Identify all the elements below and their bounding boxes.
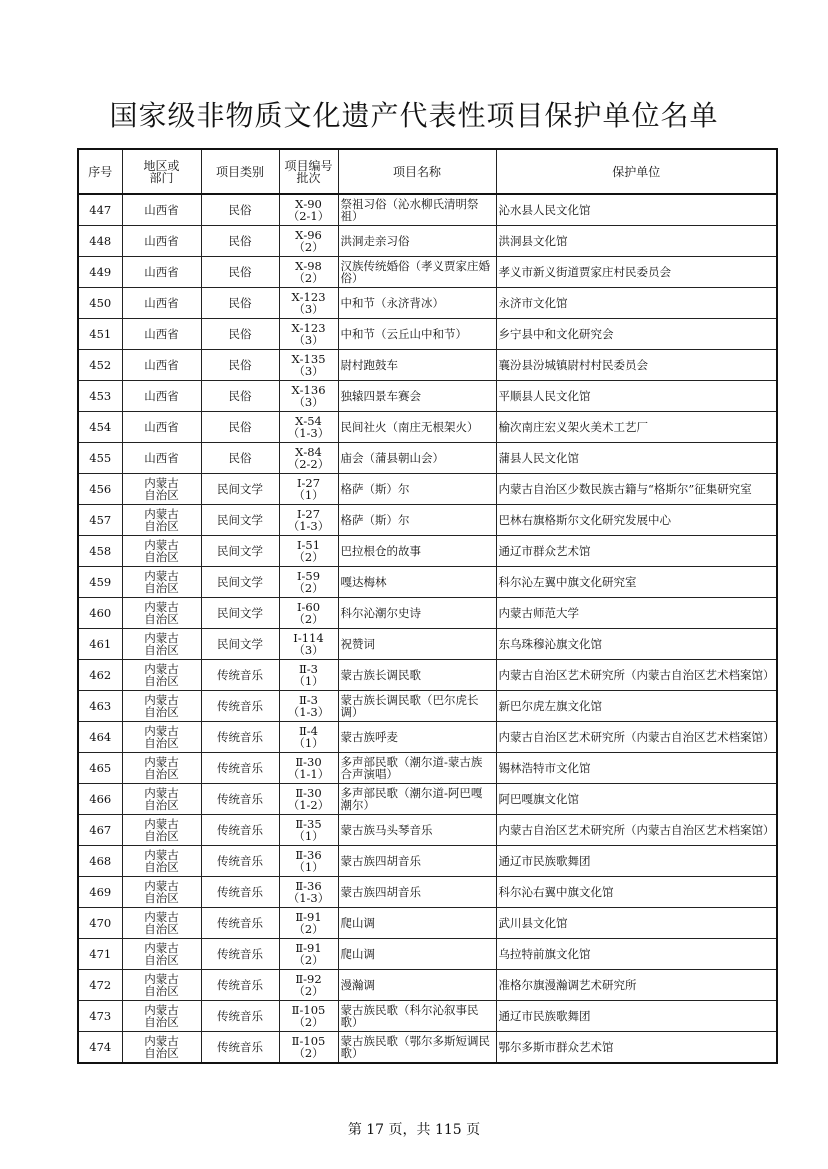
row-category: 民俗	[201, 226, 279, 257]
row-project-name: 洪洞走亲习俗	[338, 226, 496, 257]
row-number: 470	[78, 908, 122, 939]
row-project-name: 爬山调	[338, 939, 496, 970]
table-row	[78, 598, 777, 629]
row-region: 内蒙古 自治区	[122, 629, 201, 660]
row-protection-unit: 锡林浩特市文化馆	[496, 753, 777, 784]
table-row	[78, 567, 777, 598]
row-category: 民间文学	[201, 505, 279, 536]
row-project-name: 爬山调	[338, 908, 496, 939]
row-code: Ⅱ-30 （1-2）	[279, 784, 338, 815]
row-protection-unit: 蒲县人民文化馆	[496, 443, 777, 474]
row-category: 民俗	[201, 350, 279, 381]
row-code: Ⅱ-36 （1）	[279, 846, 338, 877]
page-footer: 第 17 页，共 115 页	[347, 1122, 481, 1138]
row-number: 471	[78, 939, 122, 970]
row-category: 传统音乐	[201, 722, 279, 753]
row-number: 466	[78, 784, 122, 815]
header-code: 项目编号 批次	[279, 149, 338, 194]
header-region: 地区或 部门	[122, 149, 201, 194]
row-region: 内蒙古 自治区	[122, 567, 201, 598]
row-protection-unit: 通辽市群众艺术馆	[496, 536, 777, 567]
row-region: 内蒙古 自治区	[122, 908, 201, 939]
row-protection-unit: 内蒙古自治区艺术研究所（内蒙古自治区艺术档案馆）	[496, 722, 777, 753]
row-code: Ⅱ-91 （2）	[279, 939, 338, 970]
row-number: 460	[78, 598, 122, 629]
row-number: 448	[78, 226, 122, 257]
row-category: 民间文学	[201, 598, 279, 629]
row-category: 传统音乐	[201, 908, 279, 939]
row-project-name: 多声部民歌（潮尔道-蒙古族合声演唱）	[338, 753, 496, 784]
table-row	[78, 629, 777, 660]
row-number: 474	[78, 1032, 122, 1064]
row-protection-unit: 新巴尔虎左旗文化馆	[496, 691, 777, 722]
header-unit: 保护单位	[496, 149, 777, 194]
row-category: 民俗	[201, 257, 279, 288]
row-region: 内蒙古 自治区	[122, 970, 201, 1001]
row-region: 山西省	[122, 257, 201, 288]
row-region: 内蒙古 自治区	[122, 660, 201, 691]
row-code: Ⅹ-54 （1-3）	[279, 412, 338, 443]
row-category: 传统音乐	[201, 691, 279, 722]
table-row	[78, 908, 777, 939]
row-category: 民间文学	[201, 629, 279, 660]
row-protection-unit: 科尔沁右翼中旗文化馆	[496, 877, 777, 908]
row-code: Ⅱ-36 （1-3）	[279, 877, 338, 908]
row-project-name: 蒙古族呼麦	[338, 722, 496, 753]
row-protection-unit: 榆次南庄宏义架火美术工艺厂	[496, 412, 777, 443]
row-project-name: 蒙古族马头琴音乐	[338, 815, 496, 846]
row-region: 内蒙古 自治区	[122, 1001, 201, 1032]
table-row	[78, 350, 777, 381]
row-project-name: 蒙古族长调民歌（巴尔虎长调）	[338, 691, 496, 722]
row-region: 内蒙古 自治区	[122, 474, 201, 505]
table-row	[78, 194, 777, 226]
row-code: Ⅱ-105 （2）	[279, 1032, 338, 1064]
row-protection-unit: 孝义市新义街道贾家庄村民委员会	[496, 257, 777, 288]
row-protection-unit: 科尔沁左翼中旗文化研究室	[496, 567, 777, 598]
row-protection-unit: 阿巴嘎旗文化馆	[496, 784, 777, 815]
row-code: Ⅱ-30 （1-1）	[279, 753, 338, 784]
row-number: 458	[78, 536, 122, 567]
row-number: 467	[78, 815, 122, 846]
table-row	[78, 1032, 777, 1064]
table-row	[78, 443, 777, 474]
row-category: 传统音乐	[201, 1032, 279, 1064]
row-region: 内蒙古 自治区	[122, 846, 201, 877]
row-project-name: 多声部民歌（潮尔道-阿巴嘎潮尔）	[338, 784, 496, 815]
row-code: Ⅱ-92 （2）	[279, 970, 338, 1001]
row-project-name: 蒙古族四胡音乐	[338, 877, 496, 908]
row-category: 传统音乐	[201, 753, 279, 784]
table-row	[78, 1001, 777, 1032]
row-project-name: 祝赞词	[338, 629, 496, 660]
row-protection-unit: 巴林右旗格斯尔文化研究发展中心	[496, 505, 777, 536]
row-code: Ⅰ-60 （2）	[279, 598, 338, 629]
row-protection-unit: 鄂尔多斯市群众艺术馆	[496, 1032, 777, 1064]
row-code: Ⅱ-4 （1）	[279, 722, 338, 753]
table-row	[78, 381, 777, 412]
table-row	[78, 784, 777, 815]
header-name: 项目名称	[338, 149, 496, 194]
row-project-name: 科尔沁潮尔史诗	[338, 598, 496, 629]
row-protection-unit: 乡宁县中和文化研究会	[496, 319, 777, 350]
row-code: Ⅱ-3 （1-3）	[279, 691, 338, 722]
table-row	[78, 846, 777, 877]
row-project-name: 尉村跑鼓车	[338, 350, 496, 381]
table-row	[78, 288, 777, 319]
table-row	[78, 970, 777, 1001]
row-category: 民俗	[201, 319, 279, 350]
row-code: Ⅰ-27 （1-3）	[279, 505, 338, 536]
table-row	[78, 474, 777, 505]
row-protection-unit: 永济市文化馆	[496, 288, 777, 319]
row-project-name: 祭祖习俗（沁水柳氏清明祭祖）	[338, 194, 496, 226]
table-header-row	[78, 149, 777, 194]
page-title: 国家级非物质文化遗产代表性项目保护单位名单	[109, 99, 719, 132]
row-code: Ⅹ-98 （2）	[279, 257, 338, 288]
row-region: 内蒙古 自治区	[122, 784, 201, 815]
table-row	[78, 660, 777, 691]
header-no: 序号	[78, 149, 122, 194]
row-code: Ⅹ-136 （3）	[279, 381, 338, 412]
table-row	[78, 753, 777, 784]
row-project-name: 庙会（蒲县朝山会）	[338, 443, 496, 474]
row-category: 民俗	[201, 381, 279, 412]
row-number: 449	[78, 257, 122, 288]
row-protection-unit: 通辽市民族歌舞团	[496, 1001, 777, 1032]
row-code: Ⅹ-96 （2）	[279, 226, 338, 257]
row-code: Ⅹ-135 （3）	[279, 350, 338, 381]
row-category: 传统音乐	[201, 846, 279, 877]
row-code: Ⅹ-90 （2-1）	[279, 194, 338, 226]
row-number: 454	[78, 412, 122, 443]
row-project-name: 蒙古族民歌（鄂尔多斯短调民歌）	[338, 1032, 496, 1064]
table-row	[78, 226, 777, 257]
row-category: 民俗	[201, 288, 279, 319]
row-code: Ⅹ-123 （3）	[279, 319, 338, 350]
row-category: 民俗	[201, 412, 279, 443]
row-protection-unit: 东乌珠穆沁旗文化馆	[496, 629, 777, 660]
row-project-name: 格萨（斯）尔	[338, 505, 496, 536]
row-number: 469	[78, 877, 122, 908]
row-region: 内蒙古 自治区	[122, 598, 201, 629]
row-region: 内蒙古 自治区	[122, 939, 201, 970]
row-category: 民俗	[201, 194, 279, 226]
row-code: Ⅰ-59 （2）	[279, 567, 338, 598]
row-project-name: 蒙古族民歌（科尔沁叙事民歌）	[338, 1001, 496, 1032]
row-category: 传统音乐	[201, 660, 279, 691]
table-row	[78, 257, 777, 288]
row-category: 传统音乐	[201, 815, 279, 846]
row-category: 传统音乐	[201, 939, 279, 970]
row-code: Ⅰ-51 （2）	[279, 536, 338, 567]
row-number: 468	[78, 846, 122, 877]
row-region: 内蒙古 自治区	[122, 505, 201, 536]
row-protection-unit: 襄汾县汾城镇尉村村民委员会	[496, 350, 777, 381]
row-number: 455	[78, 443, 122, 474]
table-row	[78, 319, 777, 350]
row-number: 457	[78, 505, 122, 536]
row-region: 山西省	[122, 288, 201, 319]
row-number: 456	[78, 474, 122, 505]
row-region: 内蒙古 自治区	[122, 753, 201, 784]
row-protection-unit: 准格尔旗漫瀚调艺术研究所	[496, 970, 777, 1001]
row-category: 民间文学	[201, 474, 279, 505]
row-project-name: 嘎达梅林	[338, 567, 496, 598]
row-protection-unit: 平顺县人民文化馆	[496, 381, 777, 412]
row-protection-unit: 乌拉特前旗文化馆	[496, 939, 777, 970]
row-project-name: 中和节（云丘山中和节）	[338, 319, 496, 350]
row-code: Ⅱ-105 （2）	[279, 1001, 338, 1032]
row-protection-unit: 内蒙古师范大学	[496, 598, 777, 629]
row-category: 传统音乐	[201, 970, 279, 1001]
row-region: 内蒙古 自治区	[122, 815, 201, 846]
row-number: 473	[78, 1001, 122, 1032]
row-protection-unit: 内蒙古自治区少数民族古籍与“格斯尔”征集研究室	[496, 474, 777, 505]
row-protection-unit: 内蒙古自治区艺术研究所（内蒙古自治区艺术档案馆）	[496, 815, 777, 846]
row-project-name: 蒙古族四胡音乐	[338, 846, 496, 877]
row-region: 山西省	[122, 381, 201, 412]
row-number: 464	[78, 722, 122, 753]
row-region: 山西省	[122, 443, 201, 474]
table-row	[78, 722, 777, 753]
row-code: Ⅱ-91 （2）	[279, 908, 338, 939]
row-category: 传统音乐	[201, 1001, 279, 1032]
row-protection-unit: 内蒙古自治区艺术研究所（内蒙古自治区艺术档案馆）	[496, 660, 777, 691]
row-code: Ⅱ-3 （1）	[279, 660, 338, 691]
row-number: 459	[78, 567, 122, 598]
row-number: 453	[78, 381, 122, 412]
row-code: Ⅹ-123 （3）	[279, 288, 338, 319]
row-number: 472	[78, 970, 122, 1001]
row-number: 452	[78, 350, 122, 381]
row-region: 内蒙古 自治区	[122, 536, 201, 567]
heritage-table	[77, 148, 778, 1064]
row-number: 447	[78, 194, 122, 226]
table-row	[78, 691, 777, 722]
row-code: Ⅰ-114 （3）	[279, 629, 338, 660]
row-category: 传统音乐	[201, 784, 279, 815]
row-protection-unit: 通辽市民族歌舞团	[496, 846, 777, 877]
row-region: 内蒙古 自治区	[122, 1032, 201, 1064]
row-project-name: 格萨（斯）尔	[338, 474, 496, 505]
row-number: 465	[78, 753, 122, 784]
row-code: Ⅹ-84 （2-2）	[279, 443, 338, 474]
row-number: 451	[78, 319, 122, 350]
row-region: 山西省	[122, 412, 201, 443]
row-number: 461	[78, 629, 122, 660]
table-row	[78, 815, 777, 846]
row-number: 463	[78, 691, 122, 722]
row-category: 民间文学	[201, 567, 279, 598]
row-category: 传统音乐	[201, 877, 279, 908]
row-project-name: 巴拉根仓的故事	[338, 536, 496, 567]
table-row	[78, 877, 777, 908]
row-region: 山西省	[122, 319, 201, 350]
row-project-name: 汉族传统婚俗（孝义贾家庄婚俗）	[338, 257, 496, 288]
row-region: 山西省	[122, 194, 201, 226]
row-region: 内蒙古 自治区	[122, 691, 201, 722]
table-body	[78, 194, 777, 1063]
row-number: 462	[78, 660, 122, 691]
row-region: 山西省	[122, 226, 201, 257]
row-region: 山西省	[122, 350, 201, 381]
row-protection-unit: 洪洞县文化馆	[496, 226, 777, 257]
row-project-name: 蒙古族长调民歌	[338, 660, 496, 691]
table-row	[78, 939, 777, 970]
table-row	[78, 505, 777, 536]
row-category: 民间文学	[201, 536, 279, 567]
row-number: 450	[78, 288, 122, 319]
table-row	[78, 412, 777, 443]
row-category: 民俗	[201, 443, 279, 474]
row-region: 内蒙古 自治区	[122, 722, 201, 753]
row-project-name: 民间社火（南庄无根架火）	[338, 412, 496, 443]
row-protection-unit: 沁水县人民文化馆	[496, 194, 777, 226]
row-region: 内蒙古 自治区	[122, 877, 201, 908]
row-code: Ⅱ-35 （1）	[279, 815, 338, 846]
header-category: 项目类别	[201, 149, 279, 194]
row-code: Ⅰ-27 （1）	[279, 474, 338, 505]
row-project-name: 漫瀚调	[338, 970, 496, 1001]
row-project-name: 独辕四景车赛会	[338, 381, 496, 412]
table-row	[78, 536, 777, 567]
row-project-name: 中和节（永济背冰）	[338, 288, 496, 319]
row-protection-unit: 武川县文化馆	[496, 908, 777, 939]
